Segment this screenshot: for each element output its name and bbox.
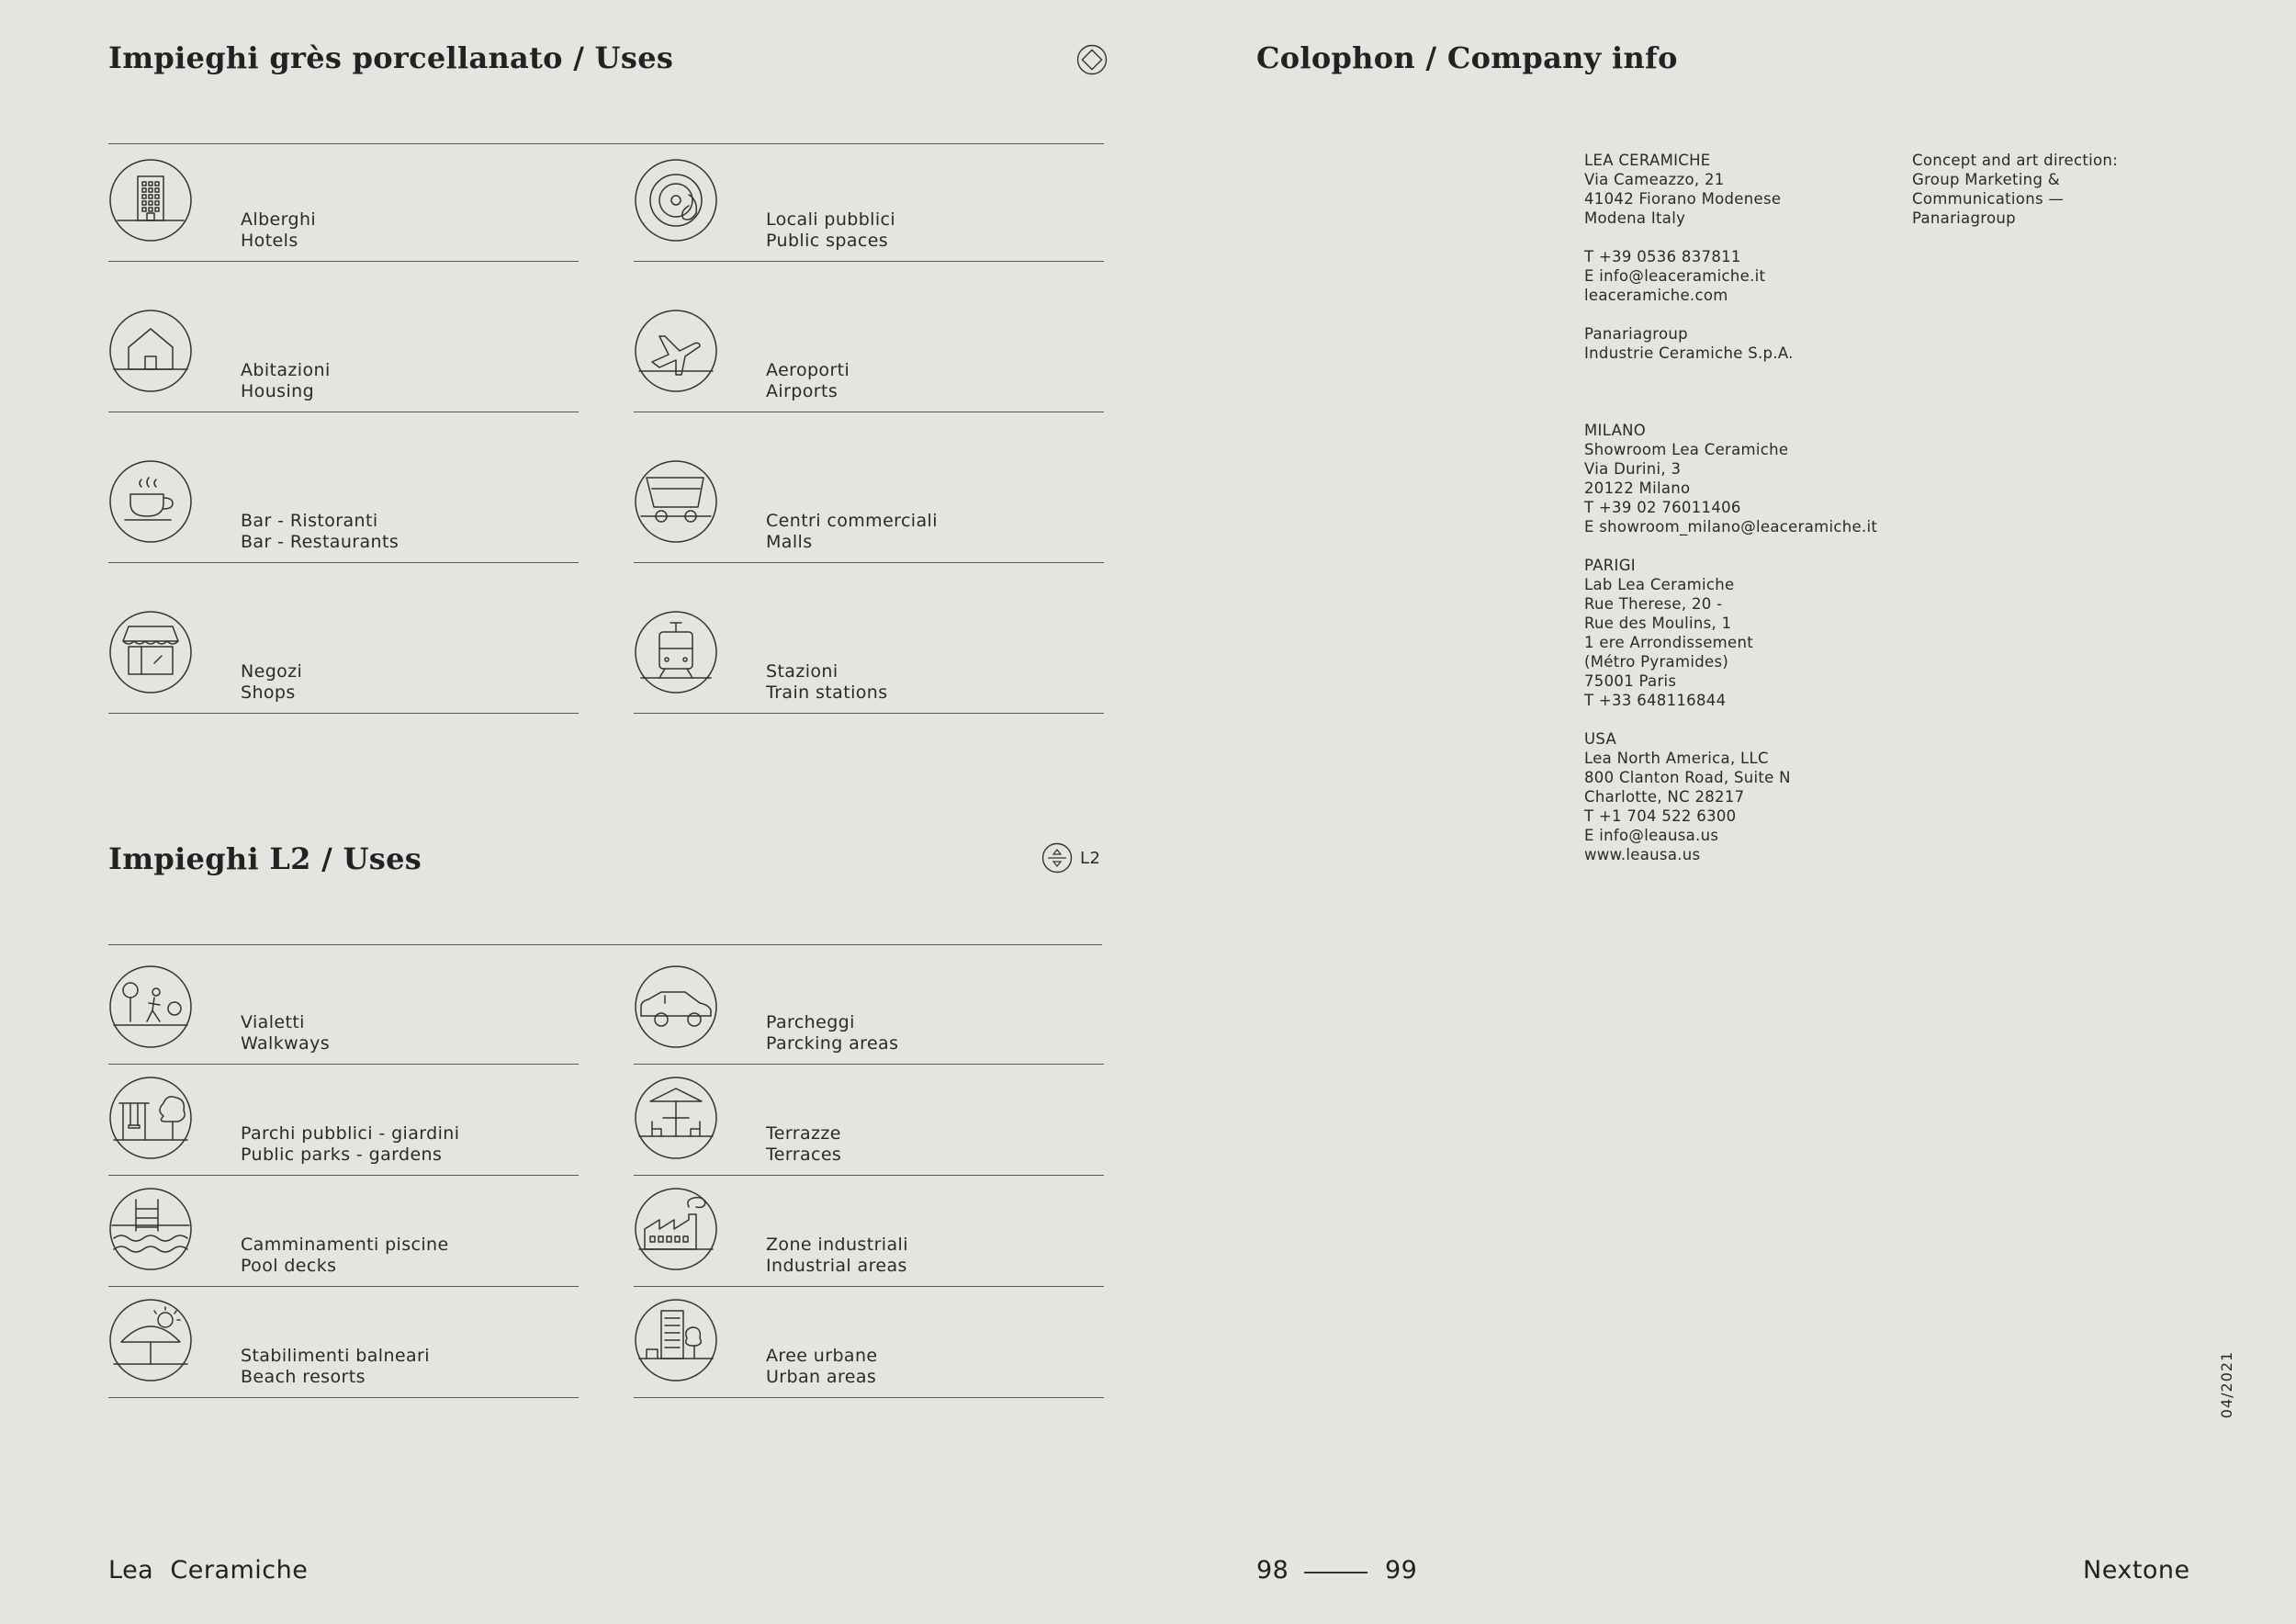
terrace-umbrella-icon [634, 1076, 718, 1160]
info-line: Communications — [1912, 190, 2065, 208]
use-label-en: Shops [241, 682, 296, 703]
park-swing-icon [108, 1076, 193, 1160]
hotel-building-icon [108, 158, 193, 242]
urban-buildings-icon [634, 1298, 718, 1382]
factory-icon [634, 1187, 718, 1271]
coffee-cup-icon [108, 459, 193, 544]
info-line: T +39 02 76011406 [1584, 499, 1741, 516]
use-label-it: Negozi [241, 661, 303, 682]
use-labels [241, 1235, 449, 1277]
info-line: T +1 704 522 6300 [1584, 807, 1737, 825]
train-icon [634, 610, 718, 694]
l2-badge-label: L2 [1080, 848, 1101, 868]
info-line: Panariagroup [1584, 325, 1688, 343]
use-labels [766, 661, 888, 704]
beach-umbrella-sun-icon [108, 1298, 193, 1382]
use-item [634, 1298, 1104, 1398]
use-labels [766, 1012, 898, 1054]
use-item [108, 964, 579, 1065]
use-labels [241, 1123, 459, 1166]
use-label-it: Alberghi [241, 209, 317, 230]
use-labels [766, 1123, 841, 1166]
info-line: Charlotte, NC 28217 [1584, 788, 1745, 806]
use-label-it: Stabilimenti balneari [241, 1346, 430, 1366]
use-label-en: Urban areas [766, 1367, 877, 1387]
use-labels [766, 1235, 908, 1277]
use-item [634, 158, 1104, 262]
info-line: Concept and art direction: [1912, 152, 2119, 169]
use-label-it: Aeroporti [766, 360, 850, 380]
info-line: LEA CERAMICHE [1584, 152, 1711, 169]
shopping-cart-icon [634, 459, 718, 544]
colophon-title: Colophon / Company info [1256, 40, 1678, 75]
use-label-en: Pool decks [241, 1256, 337, 1276]
section2-rule [108, 944, 1102, 945]
edition-date: 04/2021 [2218, 1350, 2236, 1419]
use-label-it: Abitazioni [241, 360, 331, 380]
use-label-it: Parcheggi [766, 1012, 855, 1032]
use-label-en: Public spaces [766, 231, 889, 251]
info-line: T +33 648116844 [1584, 692, 1727, 709]
company-info-block [1584, 151, 1794, 363]
section2-title: Impieghi L2 / Uses [108, 841, 422, 876]
storefront-icon [108, 610, 193, 694]
info-line: 75001 Paris [1584, 672, 1677, 690]
use-label-it: Centri commerciali [766, 511, 938, 531]
use-label-en: Parcking areas [766, 1033, 899, 1054]
use-item [634, 1076, 1104, 1176]
pool-ladder-icon [108, 1187, 193, 1271]
page-number-left: 98 [1256, 1556, 1289, 1585]
car-icon [634, 964, 718, 1049]
vinyl-record-icon [634, 158, 718, 242]
use-label-en: Malls [766, 532, 813, 552]
info-line: Via Cameazzo, 21 [1584, 171, 1725, 188]
use-label-it: Stazioni [766, 661, 838, 682]
use-label-it: Zone industriali [766, 1235, 908, 1255]
info-line: 20122 Milano [1584, 479, 1691, 497]
house-icon [108, 309, 193, 393]
use-labels [766, 360, 850, 402]
info-line: Group Marketing & [1912, 171, 2060, 188]
use-label-en: Walkways [241, 1033, 331, 1054]
use-labels [766, 209, 895, 252]
use-item [634, 1187, 1104, 1287]
storefront-icon [108, 610, 193, 694]
use-item [634, 964, 1104, 1065]
l2-badge [1041, 842, 1100, 874]
park-swing-icon [108, 1076, 193, 1160]
hotel-building-icon [108, 158, 193, 242]
car-icon [634, 964, 718, 1049]
airplane-icon [634, 309, 718, 393]
use-labels [766, 511, 938, 553]
info-line: leaceramiche.com [1584, 287, 1728, 304]
info-line: E info@leaceramiche.it [1584, 267, 1766, 285]
airplane-icon [634, 309, 718, 393]
section1-rule [108, 143, 1104, 144]
info-line: 41042 Fiorano Modenese [1584, 190, 1782, 208]
info-line: Showroom Lea Ceramiche [1584, 441, 1789, 458]
usa-block [1584, 729, 1791, 864]
use-item [634, 610, 1104, 714]
use-label-it: Locali pubblici [766, 209, 896, 230]
info-line: (Métro Pyramides) [1584, 653, 1729, 671]
info-line: PARIGI [1584, 557, 1636, 574]
vinyl-record-icon [634, 158, 718, 242]
shopping-cart-icon [634, 459, 718, 544]
diamond-tile-icon [1076, 44, 1108, 75]
use-label-en: Hotels [241, 231, 298, 251]
info-line: Industrie Ceramiche S.p.A. [1584, 344, 1794, 362]
use-item [108, 1076, 579, 1176]
info-line: 800 Clanton Road, Suite N [1584, 769, 1791, 786]
use-labels [241, 360, 331, 402]
use-label-en: Bar - Restaurants [241, 532, 400, 552]
use-item [108, 610, 579, 714]
use-label-it: Camminamenti piscine [241, 1235, 449, 1255]
info-line: Rue des Moulins, 1 [1584, 615, 1732, 632]
use-item [634, 309, 1104, 412]
info-line: Lea North America, LLC [1584, 750, 1769, 767]
use-label-it: Aree urbane [766, 1346, 878, 1366]
info-line: Lab Lea Ceramiche [1584, 576, 1735, 593]
info-line: 1 ere Arrondissement [1584, 634, 1754, 651]
terrace-umbrella-icon [634, 1076, 718, 1160]
use-label-en: Terraces [766, 1145, 842, 1165]
info-line: www.leausa.us [1584, 846, 1701, 863]
use-item [634, 459, 1104, 563]
use-label-en: Housing [241, 381, 315, 401]
train-icon [634, 610, 718, 694]
page-number-right: 99 [1385, 1556, 1418, 1585]
info-line: T +39 0536 837811 [1584, 248, 1741, 265]
use-label-en: Beach resorts [241, 1367, 366, 1387]
use-item [108, 1187, 579, 1287]
use-label-it: Vialetti [241, 1012, 305, 1032]
footer-brand: Lea Ceramiche [108, 1556, 309, 1585]
section1-title: Impieghi grès porcellanato / Uses [108, 40, 674, 75]
house-icon [108, 309, 193, 393]
urban-buildings-icon [634, 1298, 718, 1382]
use-label-it: Parchi pubblici - giardini [241, 1123, 460, 1144]
walkway-pedestrian-icon [108, 964, 193, 1049]
use-label-en: Train stations [766, 682, 888, 703]
info-line: Rue Therese, 20 - [1584, 595, 1723, 613]
info-line [1584, 305, 1794, 324]
use-labels [241, 1012, 330, 1054]
info-line: E info@leausa.us [1584, 827, 1719, 844]
credits-block [1912, 151, 2118, 228]
use-item [108, 1298, 579, 1398]
use-labels [241, 661, 302, 704]
use-labels [241, 1346, 430, 1388]
footer-collection: Nextone [2083, 1556, 2190, 1585]
info-line: Panariagroup [1912, 209, 2016, 227]
milano-block [1584, 421, 1877, 536]
coffee-cup-icon [108, 459, 193, 544]
use-labels [241, 209, 316, 252]
info-line: Modena Italy [1584, 209, 1686, 227]
beach-umbrella-sun-icon [108, 1298, 193, 1382]
l2-symbol-icon [1041, 842, 1073, 874]
use-item [108, 309, 579, 412]
walkway-pedestrian-icon [108, 964, 193, 1049]
info-line: MILANO [1584, 422, 1647, 439]
info-line: E showroom_milano@leaceramiche.it [1584, 518, 1878, 536]
info-line [1584, 228, 1794, 247]
use-label-it: Terrazze [766, 1123, 841, 1144]
info-line: USA [1584, 730, 1617, 748]
use-label-en: Airports [766, 381, 838, 401]
use-label-en: Industrial areas [766, 1256, 907, 1276]
use-item [108, 158, 579, 262]
use-label-it: Bar - Ristoranti [241, 511, 378, 531]
use-item [108, 459, 579, 563]
use-labels [766, 1346, 878, 1388]
pool-ladder-icon [108, 1187, 193, 1271]
parigi-block [1584, 556, 1753, 710]
info-line: Via Durini, 3 [1584, 460, 1682, 478]
page-number-divider [1304, 1572, 1367, 1573]
use-labels [241, 511, 399, 553]
use-label-en: Public parks - gardens [241, 1145, 443, 1165]
factory-icon [634, 1187, 718, 1271]
